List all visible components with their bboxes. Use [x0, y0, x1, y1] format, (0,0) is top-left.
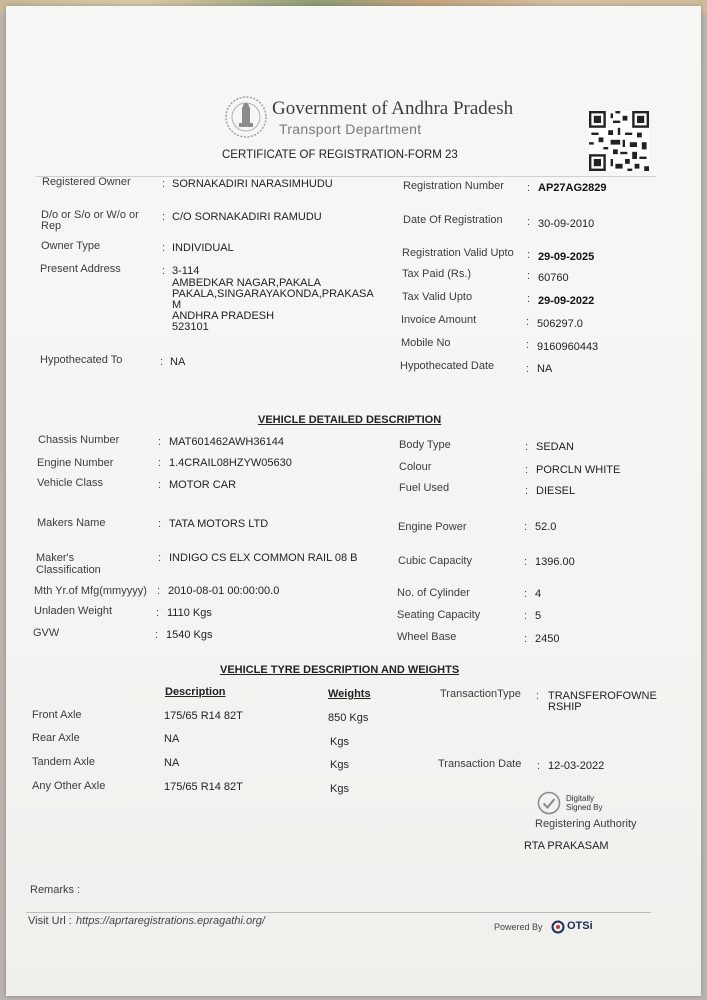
engine-power-label: Engine Power [398, 521, 467, 533]
address-line: AMBEDKAR NAGAR,PAKALA [172, 277, 321, 289]
description-header: Description [165, 686, 226, 698]
hypothecated-to-value: NA [170, 356, 186, 368]
invoice-amount-label: Invoice Amount [401, 314, 477, 326]
owner-type-label: Owner Type [41, 240, 101, 252]
weights-header: Weights [328, 688, 371, 700]
hypothecated-date-label: Hypothecated Date [400, 360, 495, 372]
digitally-signed-check-icon [537, 791, 561, 815]
tyre-section-title: VEHICLE TYRE DESCRIPTION AND WEIGHTS [220, 664, 460, 676]
registration-date-label: Date Of Registration [403, 214, 503, 226]
address-line: 523101 [172, 321, 209, 333]
tax-paid-value: 60760 [538, 272, 569, 284]
visit-url-link[interactable]: https://aprtaregistrations.epragathi.org/ [76, 915, 265, 927]
registration-number-value: AP27AG2829 [538, 182, 607, 194]
makers-classification-value: INDIGO CS ELX COMMON RAIL 08 B [169, 552, 358, 564]
relation-label: D/o or S/o or W/o or [41, 209, 139, 221]
tandem-axle-label: Tandem Axle [32, 756, 95, 768]
fuel-used-value: DIESEL [536, 485, 576, 497]
present-address-label: Present Address [40, 263, 121, 275]
vehicle-class-value: MOTOR CAR [169, 479, 237, 491]
tandem-axle-weight: Kgs [330, 759, 349, 771]
makers-name-value: TATA MOTORS LTD [169, 518, 269, 530]
rear-axle-desc: NA [164, 733, 180, 745]
cylinders-label: No. of Cylinder [397, 587, 470, 599]
otsi-brand: OTSi [567, 920, 593, 932]
transaction-type-value: TRANSFEROFOWNE [548, 690, 657, 702]
mfg-date-label: Mth Yr.of Mfg(mmyyyy) [34, 585, 147, 597]
wheel-base-label: Wheel Base [397, 631, 457, 643]
certificate-paper: Government of Andhra Pradesh Transport Department CERTIFICATE OF REGISTRATION-FORM 23 Registered Owner : SORNAKADIRI NARASIMHUDU D/o or S/o or W/o or Rep : C/O SORNAKADIRI RAMUDU Owner Type : INDIVIDUAL Present Address : 3-114 AMBEDKAR NAGAR,PAKALA PAKALA,SINGARAYAKONDA,PRAKASA M ANDHRA PRADESH 523101 Hypothecated To : NA Registration Number : AP27AG2829 Date Of Registration : 30-09-2010 Registration Valid Upto : 29-09-2025 Tax Paid (Rs.) : 60760 Tax Valid Upto : 29-09-2022 Invoice Amount : 506297.0 Mobile No : 9160960443 Hypothecated Date : NA VEHICLE DETAILED DESCRIPTION Chassis Number : MAT601462AWH36144 Engine Number : 1.4CRAIL08HZYW05630 Vehicle Class : MOTOR CAR Makers Name : TATA MOTORS LTD Maker's Classification : INDIGO CS ELX COMMON RAIL 08 B Mth Yr.of Mfg(mmyyyy) : 2010-08-01 00:00:00.0 Unladen Weight : 1110 Kgs GVW : 1540 Kgs Body Type : SEDAN Colour : PORCLN WHITE Fuel Used : DIESEL Engine Power : 52.0 Cubic Capacity : 1396.00 No. of Cylinder : 4 Seating Capacity : 5 Wheel Base : 2450 VEHICLE TYRE DESCRIPTION AND WEIGHTS Description Weights Front Axle 175/65 R14 82T 850 Kgs Rear Axle NA Kgs Tandem Axle NA Kgs Any Other Axle 175/65 R14 82T Kgs TransactionType : TRANSFEROFOWNE RSHIP Transaction Date : 12-03-2022 Digitally Signed By Registering Authority RTA PRAKASAM Remarks : Visit Url : https://aprtaregistrations.epragathi.org/ Powered By OTSi [6, 6, 701, 996]
engine-number-value: 1.4CRAIL08HZYW05630 [169, 457, 292, 469]
other-axle-desc: 175/65 R14 82T [164, 781, 243, 793]
vehicle-class-label: Vehicle Class [37, 477, 104, 489]
mobile-value: 9160960443 [537, 341, 599, 353]
fuel-used-label: Fuel Used [399, 482, 450, 494]
registration-date-value: 30-09-2010 [538, 218, 595, 230]
cylinders-value: 4 [535, 588, 542, 600]
digitally-text: Digitally [566, 794, 595, 803]
tax-valid-label: Tax Valid Upto [402, 291, 473, 303]
makers-classification-label-2: Classification [36, 564, 101, 576]
unladen-weight-value: 1110 Kgs [167, 607, 212, 619]
address-line: ANDHRA PRADESH [172, 310, 275, 322]
powered-by-text: Powered By [494, 922, 543, 932]
address-line: M [172, 299, 182, 311]
gvw-value: 1540 Kgs [166, 629, 213, 641]
certificate-title: CERTIFICATE OF REGISTRATION-FORM 23 [222, 149, 458, 161]
engine-power-value: 52.0 [535, 521, 557, 533]
gvw-label: GVW [33, 627, 60, 639]
owner-type-value: INDIVIDUAL [172, 242, 234, 254]
transaction-date-value: 12-03-2022 [548, 760, 605, 772]
tax-valid-value: 29-09-2022 [538, 295, 595, 307]
seating-capacity-label: Seating Capacity [397, 609, 481, 621]
rear-axle-weight: Kgs [330, 736, 349, 748]
remarks-label: Remarks : [30, 884, 81, 896]
tax-paid-label: Tax Paid (Rs.) [402, 268, 472, 280]
tandem-axle-desc: NA [164, 757, 180, 769]
government-title: Government of Andhra Pradesh [272, 98, 514, 119]
body-type-value: SEDAN [536, 441, 574, 453]
hypothecated-date-value: NA [537, 363, 553, 375]
front-axle-label: Front Axle [32, 709, 82, 721]
valid-upto-label: Registration Valid Upto [402, 247, 514, 259]
other-axle-label: Any Other Axle [32, 780, 106, 792]
engine-number-label: Engine Number [37, 457, 114, 469]
transaction-type-value-2: RSHIP [548, 701, 582, 713]
visit-url-label: Visit Url : [28, 915, 72, 927]
mfg-date-value: 2010-08-01 00:00:00.0 [168, 585, 280, 597]
otsi-logo-icon [551, 920, 565, 934]
chassis-label: Chassis Number [38, 434, 120, 446]
chassis-value: MAT601462AWH36144 [169, 436, 284, 448]
department-title: Transport Department [279, 121, 422, 137]
relation-label-2: Rep [41, 220, 62, 232]
registration-number-label: Registration Number [403, 180, 504, 192]
seating-capacity-value: 5 [535, 610, 542, 622]
vehicle-section-title: VEHICLE DETAILED DESCRIPTION [258, 414, 442, 426]
relation-value: C/O SORNAKADIRI RAMUDU [172, 211, 322, 223]
transaction-date-label: Transaction Date [438, 758, 522, 770]
wheel-base-value: 2450 [535, 633, 560, 645]
transaction-type-label: TransactionType [440, 688, 521, 700]
registered-owner-value: SORNAKADIRI NARASIMHUDU [172, 178, 333, 190]
signed-by-text: Signed By [566, 803, 603, 812]
front-axle-weight: 850 Kgs [328, 712, 369, 724]
registered-owner-label: Registered Owner [42, 176, 131, 188]
unladen-weight-label: Unladen Weight [34, 605, 113, 617]
registering-authority: Registering Authority [535, 818, 637, 830]
body-type-label: Body Type [399, 439, 451, 451]
valid-upto-value: 29-09-2025 [538, 251, 595, 263]
address-line: 3-114 [172, 265, 200, 277]
state-emblem-icon [224, 94, 268, 140]
hypothecated-to-label: Hypothecated To [40, 354, 123, 366]
invoice-amount-value: 506297.0 [537, 318, 583, 330]
cubic-capacity-label: Cubic Capacity [398, 555, 472, 567]
address-line: PAKALA,SINGARAYAKONDA,PRAKASA [172, 288, 374, 300]
other-axle-weight: Kgs [330, 783, 349, 795]
makers-classification-label: Maker's [36, 552, 75, 564]
rta-name: RTA PRAKASAM [524, 840, 609, 852]
mobile-label: Mobile No [401, 337, 451, 349]
qr-code-icon [589, 111, 649, 171]
colour-value: PORCLN WHITE [536, 464, 621, 476]
colour-label: Colour [399, 461, 432, 473]
rear-axle-label: Rear Axle [32, 732, 80, 744]
cubic-capacity-value: 1396.00 [535, 556, 575, 568]
makers-name-label: Makers Name [37, 517, 106, 529]
front-axle-desc: 175/65 R14 82T [164, 710, 243, 722]
footer-divider [26, 912, 651, 913]
